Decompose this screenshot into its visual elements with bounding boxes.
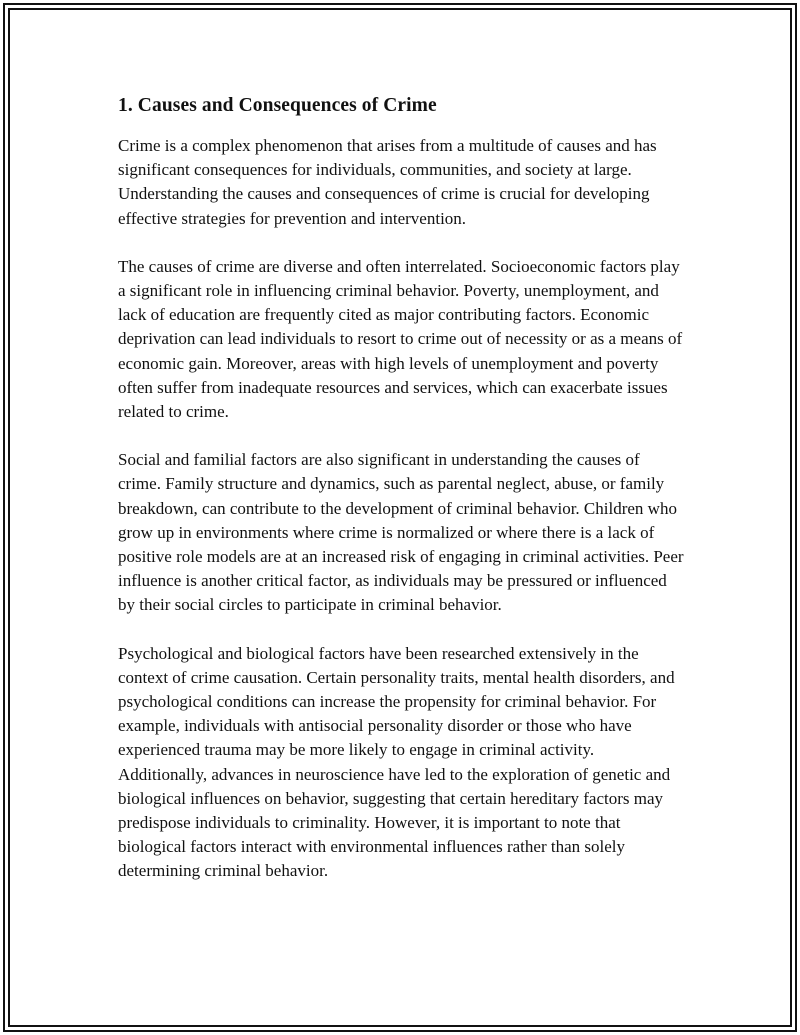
document-body — [118, 92, 684, 908]
paragraph-social-familial-causes: Social and familial factors are also significant in understanding the causes of crime. Family structure and dynamics, such as parental neglect, abuse, or family breakdown, can contribute to the development of criminal behavior. Children who grow up in environments where crime is normalized or where there is a lack of positive role models are at an increased risk of engaging in criminal activities. Peer influence is another critical factor, as individuals may be pressured or influenced by their social circles to participate in criminal behavior. — [118, 450, 684, 615]
paragraph-intro: Crime is a complex phenomenon that arises from a multitude of causes and has significant consequences for individuals, communities, and society at large. Understanding the causes and consequences of crime is crucial for developing effective strategies for prevention and intervention. — [118, 136, 657, 228]
paragraph-psychological-biological-causes: Psychological and biological factors have been researched extensively in the context of crime causation. Certain personality traits, mental health disorders, and psychological conditions can increase the propensity for criminal behavior. For example, individuals with antisocial personality disorder or those who have experienced trauma may be more likely to engage in criminal activity. Additionally, advances in neuroscience have led to the exploration of genetic and biological influences on behavior, suggesting that certain hereditary factors may predispose individuals to criminality. However, it is important to note that biological factors interact with environmental influences rather than solely determining criminal behavior. — [118, 643, 675, 881]
paragraph-socioeconomic-causes: The causes of crime are diverse and often interrelated. Socioeconomic factors play a significant role in influencing criminal behavior. Poverty, unemployment, and lack of education are frequently cited as major contributing factors. Economic deprivation can lead individuals to resort to crime out of necessity or as a means of economic gain. Moreover, areas with high levels of unemployment and poverty often suffer from inadequate resources and services, which can exacerbate issues related to crime. — [118, 256, 683, 422]
section-heading: 1. Causes and Consequences of Crime — [118, 95, 437, 116]
